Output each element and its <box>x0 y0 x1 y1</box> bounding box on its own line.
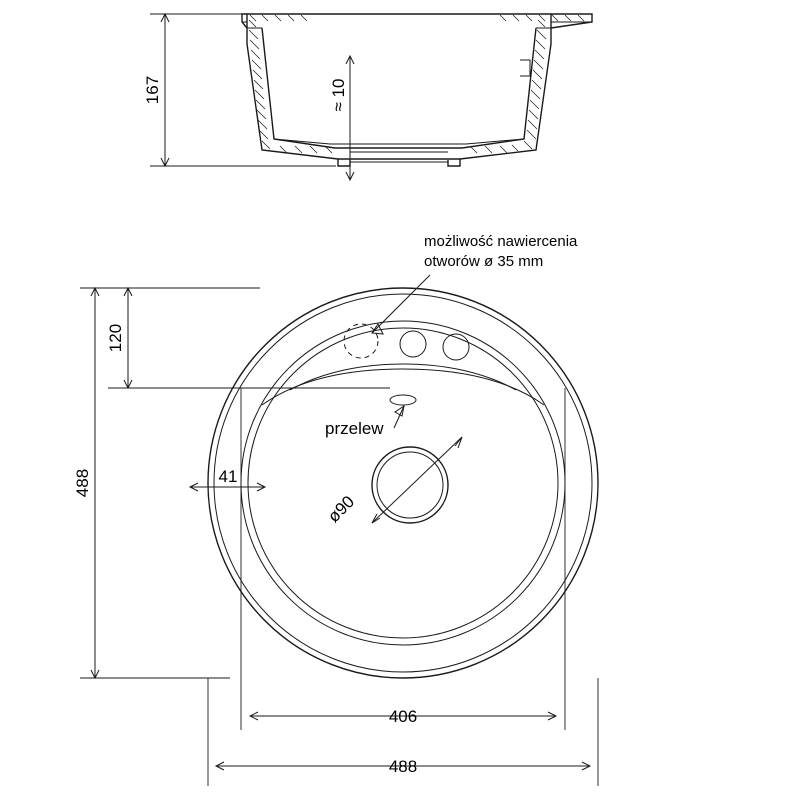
dimension-120-label: 120 <box>106 323 125 353</box>
tap-hole-note <box>372 233 578 334</box>
dimension-drain-label: ø90 <box>324 492 359 527</box>
tap-hole-note-line1: możliwość nawiercenia <box>424 233 578 250</box>
tap-deck-chord-2 <box>290 364 516 390</box>
cross-section-view <box>143 14 592 180</box>
dimension-488-horizontal <box>208 678 598 786</box>
dimension-406 <box>241 388 565 730</box>
bowl-outer-circle <box>241 321 565 645</box>
outer-rim-inner-circle <box>214 294 592 672</box>
dimension-167-label: 167 <box>143 75 162 105</box>
top-plan-view <box>73 233 598 786</box>
dimension-488-vertical <box>73 288 230 678</box>
dimension-bottom-thickness <box>329 56 354 180</box>
tap-hole-2 <box>443 334 469 360</box>
overflow-note-label: przelew <box>325 419 384 438</box>
tap-hole-note-line2: otworów ø 35 mm <box>424 253 544 270</box>
dimension-rim-width <box>190 467 265 491</box>
dimension-bottom-thickness-label: ≈ 10 <box>329 78 348 112</box>
dimension-488-vertical-label: 488 <box>73 468 92 498</box>
tap-hole-optional <box>344 324 378 358</box>
dimension-488-horizontal-label: 488 <box>388 757 418 776</box>
overflow-note <box>325 406 404 438</box>
tap-hole-1 <box>400 331 426 357</box>
dimension-rim-width-label: 41 <box>218 467 238 486</box>
overflow-slot <box>390 395 416 405</box>
outer-rim-circle <box>208 288 598 678</box>
dimension-406-label: 406 <box>388 707 418 726</box>
bowl-inner-circle <box>248 328 558 638</box>
tap-deck-chord <box>262 369 544 405</box>
